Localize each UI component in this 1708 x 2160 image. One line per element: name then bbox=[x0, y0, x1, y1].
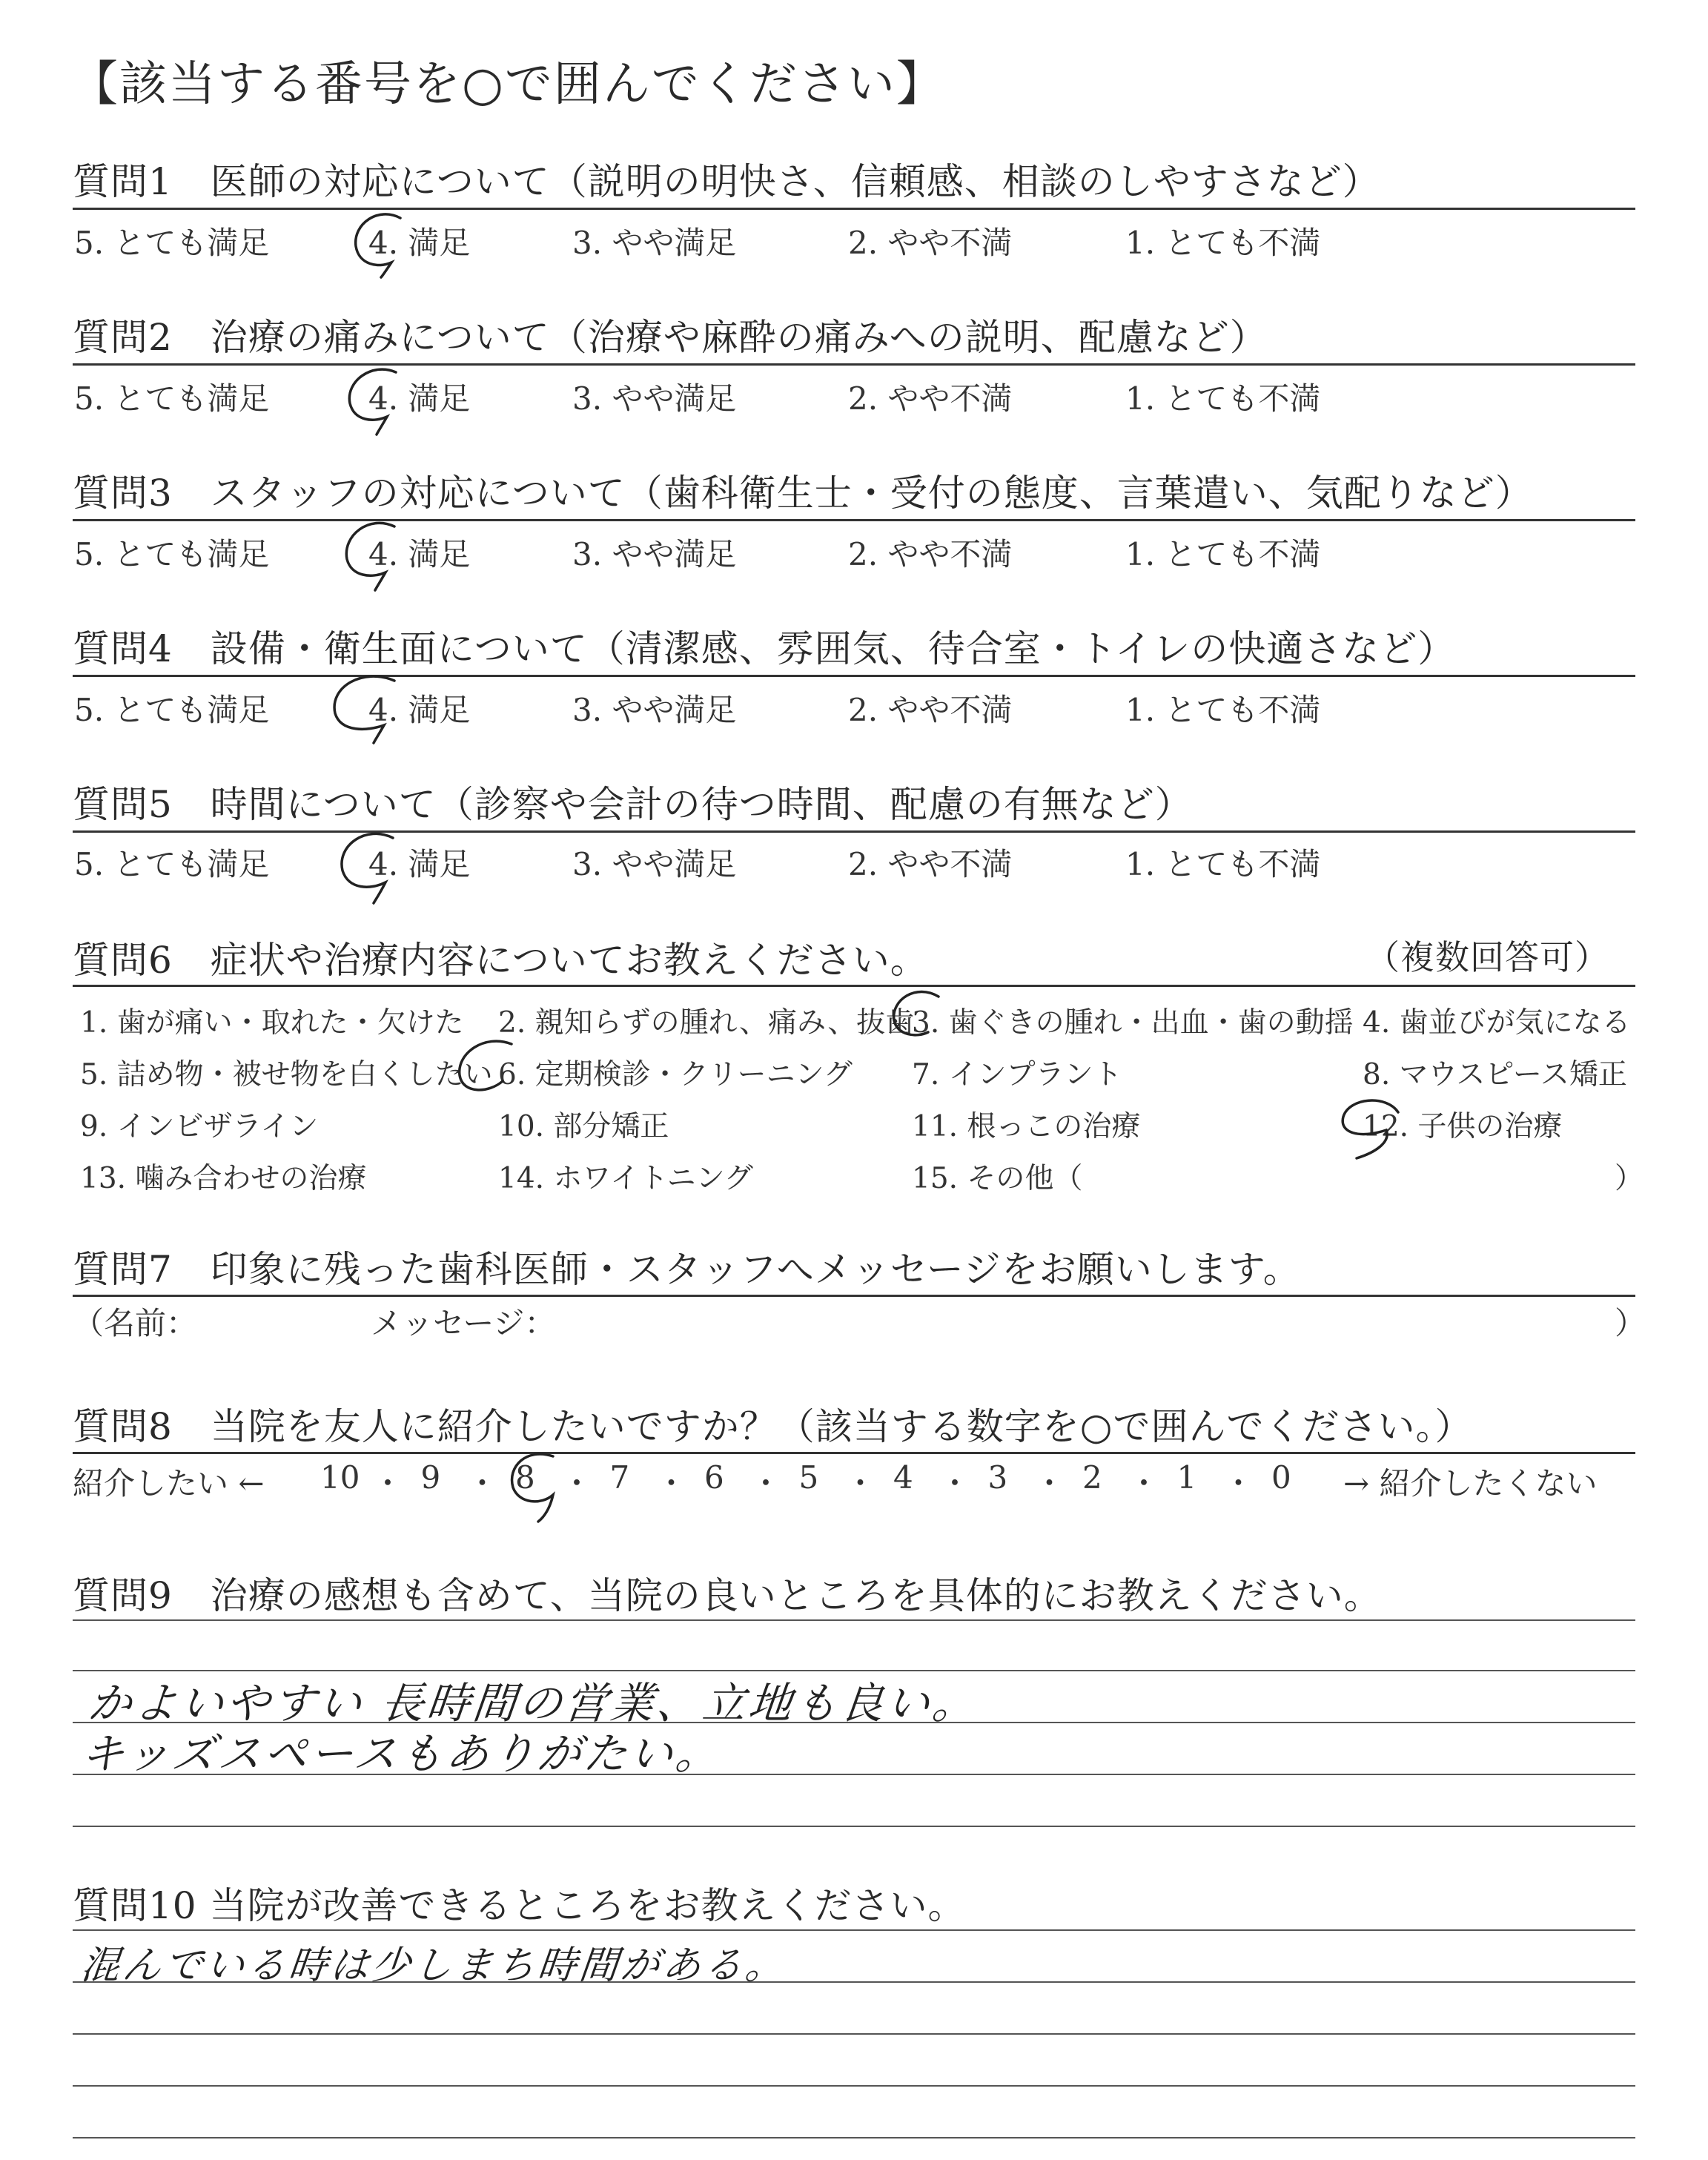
option-satisfied[interactable]: 4. 満足 bbox=[368, 380, 471, 417]
option-satisfied[interactable]: 4. 満足 bbox=[368, 846, 471, 882]
message-close-paren: ） bbox=[1615, 1305, 1646, 1341]
option-satisfied[interactable]: 4. 満足 bbox=[368, 536, 471, 572]
name-label: （名前： bbox=[73, 1305, 198, 1341]
message-label: メッセージ： bbox=[371, 1305, 556, 1341]
handwritten-answer-line: かよいやすい 長時間の営業、立地も良い。 bbox=[85, 1678, 982, 1728]
q6-option[interactable]: 5. 詰め物・被せ物を白くしたい bbox=[80, 1058, 493, 1091]
option-very-dissatisfied[interactable]: 1. とても不満 bbox=[1125, 225, 1321, 261]
scale-value-9[interactable]: 9 bbox=[420, 1459, 441, 1496]
q6-option[interactable]: 7. インプラント bbox=[912, 1058, 1122, 1091]
answer-circle-mark bbox=[887, 986, 946, 1048]
scale-separator: ・ bbox=[939, 1465, 971, 1502]
recommend-label: 紹介したい ← bbox=[73, 1465, 265, 1502]
scale-value-5[interactable]: 5 bbox=[798, 1459, 819, 1496]
question-8-rule bbox=[73, 1452, 1635, 1454]
other-close-paren: ） bbox=[1615, 1162, 1644, 1195]
option-somewhat-satisfied[interactable]: 3. やや満足 bbox=[572, 225, 737, 261]
q6-option[interactable]: 14. ホワイトニング bbox=[498, 1162, 753, 1195]
answer-line bbox=[73, 2033, 1635, 2035]
question-1-rule bbox=[73, 208, 1635, 210]
scale-value-1[interactable]: 1 bbox=[1176, 1459, 1197, 1496]
option-very-satisfied[interactable]: 5. とても満足 bbox=[74, 692, 270, 728]
question-2-title: 質問2 治療の痛みについて（治療や麻酔の痛みへの説明、配慮など） bbox=[73, 316, 1268, 359]
question-7-rule bbox=[73, 1295, 1635, 1297]
scale-separator: ・ bbox=[372, 1465, 404, 1502]
question-4-rule bbox=[73, 675, 1635, 677]
scale-separator: ・ bbox=[844, 1465, 876, 1502]
scale-separator: ・ bbox=[655, 1465, 687, 1502]
question-5-rule bbox=[73, 830, 1635, 833]
answer-line bbox=[73, 1929, 1635, 1931]
answer-circle-mark bbox=[342, 365, 402, 432]
q6-option[interactable]: 9. インビザライン bbox=[80, 1110, 319, 1143]
q6-option[interactable]: 3. 歯ぐきの腫れ・出血・歯の動揺 bbox=[912, 1006, 1354, 1040]
answer-circle-mark bbox=[504, 1449, 571, 1523]
scale-separator: ・ bbox=[1128, 1465, 1160, 1502]
q6-option[interactable]: 15. その他（ bbox=[912, 1162, 1083, 1195]
not-recommend-label: → 紹介したくない bbox=[1343, 1465, 1598, 1502]
question-9-title: 質問9 治療の感想も含めて、当院の良いところを具体的にお教えください。 bbox=[73, 1574, 1382, 1617]
option-very-satisfied[interactable]: 5. とても満足 bbox=[74, 380, 270, 417]
question-3-title: 質問3 スタッフの対応について（歯科衛生士・受付の態度、言葉遣い、気配りなど） bbox=[73, 472, 1533, 515]
option-somewhat-satisfied[interactable]: 3. やや満足 bbox=[572, 380, 737, 417]
answer-circle-mark bbox=[452, 1037, 519, 1103]
answer-circle-mark bbox=[326, 672, 400, 743]
option-somewhat-satisfied[interactable]: 3. やや満足 bbox=[572, 536, 737, 572]
handwritten-answer-line: キッズスペースもありがたい。 bbox=[78, 1728, 725, 1779]
scale-separator: ・ bbox=[750, 1465, 782, 1502]
answer-circle-mark bbox=[348, 209, 408, 276]
scale-value-10[interactable]: 10 bbox=[320, 1459, 360, 1496]
answer-line bbox=[73, 1619, 1635, 1621]
option-somewhat-dissatisfied[interactable]: 2. やや不満 bbox=[848, 225, 1013, 261]
answer-circle-mark bbox=[340, 519, 402, 587]
question-5-title: 質問5 時間について（診察や会計の待つ時間、配慮の有無など） bbox=[73, 783, 1193, 826]
option-very-dissatisfied[interactable]: 1. とても不満 bbox=[1125, 692, 1321, 728]
scale-value-8[interactable]: 8 bbox=[515, 1459, 535, 1496]
q6-option[interactable]: 13. 噛み合わせの治療 bbox=[80, 1162, 367, 1195]
option-somewhat-dissatisfied[interactable]: 2. やや不満 bbox=[848, 380, 1013, 417]
scale-separator: ・ bbox=[1033, 1465, 1065, 1502]
option-somewhat-satisfied[interactable]: 3. やや満足 bbox=[572, 846, 737, 882]
option-very-satisfied[interactable]: 5. とても満足 bbox=[74, 846, 270, 882]
question-7-title: 質問7 印象に残った歯科医師・スタッフへメッセージをお願いします。 bbox=[73, 1248, 1301, 1291]
scale-value-6[interactable]: 6 bbox=[704, 1459, 724, 1496]
option-very-dissatisfied[interactable]: 1. とても不満 bbox=[1125, 536, 1321, 572]
question-8-title: 質問8 当院を友人に紹介したいですか？（該当する数字を○で囲んでください。） bbox=[73, 1405, 1473, 1448]
q6-option[interactable]: 12. 子供の治療 bbox=[1363, 1110, 1563, 1143]
multiple-answers-note: （複数回答可） bbox=[1366, 937, 1609, 977]
option-somewhat-dissatisfied[interactable]: 2. やや不満 bbox=[848, 536, 1013, 572]
question-2-rule bbox=[73, 363, 1635, 366]
q6-option[interactable]: 11. 根っこの治療 bbox=[912, 1110, 1141, 1143]
scale-value-7[interactable]: 7 bbox=[609, 1459, 630, 1496]
scale-value-3[interactable]: 3 bbox=[987, 1459, 1008, 1496]
question-3-rule bbox=[73, 519, 1635, 521]
option-somewhat-dissatisfied[interactable]: 2. やや不満 bbox=[848, 846, 1013, 882]
answer-line bbox=[73, 2085, 1635, 2087]
question-4-title: 質問4 設備・衛生面について（清潔感、雰囲気、待合室・トイレの快適さなど） bbox=[73, 627, 1456, 670]
answer-line bbox=[73, 2137, 1635, 2138]
question-10-title: 質問10 当院が改善できるところをお教えください。 bbox=[73, 1884, 966, 1927]
q6-option[interactable]: 8. マウスピース矯正 bbox=[1363, 1058, 1627, 1091]
option-somewhat-dissatisfied[interactable]: 2. やや不満 bbox=[848, 692, 1013, 728]
option-satisfied[interactable]: 4. 満足 bbox=[368, 692, 471, 728]
option-very-dissatisfied[interactable]: 1. とても不満 bbox=[1125, 846, 1321, 882]
option-satisfied[interactable]: 4. 満足 bbox=[368, 225, 471, 261]
q6-option[interactable]: 1. 歯が痛い・取れた・欠けた bbox=[80, 1006, 464, 1040]
scale-value-0[interactable]: 0 bbox=[1271, 1459, 1291, 1496]
scale-separator: ・ bbox=[1222, 1465, 1254, 1502]
form-title: 【該当する番号を○で囲んでください】 bbox=[70, 57, 945, 112]
option-very-dissatisfied[interactable]: 1. とても不満 bbox=[1125, 380, 1321, 417]
option-very-satisfied[interactable]: 5. とても満足 bbox=[74, 536, 270, 572]
scale-separator: ・ bbox=[561, 1465, 593, 1502]
option-very-satisfied[interactable]: 5. とても満足 bbox=[74, 225, 270, 261]
question-1-title: 質問1 医師の対応について（説明の明快さ、信頼感、相談のしやすさなど） bbox=[73, 160, 1380, 203]
answer-circle-mark bbox=[1334, 1090, 1409, 1164]
q6-option[interactable]: 2. 親知らずの腫れ、痛み、抜歯 bbox=[498, 1006, 915, 1040]
question-6-rule bbox=[73, 985, 1635, 987]
q6-option[interactable]: 6. 定期検診・クリーニング bbox=[498, 1058, 853, 1091]
q6-option[interactable]: 4. 歯並びが気になる bbox=[1363, 1006, 1631, 1040]
handwritten-answer-line: 混んでいる時は少しまち時間がある。 bbox=[79, 1943, 790, 1988]
scale-value-4[interactable]: 4 bbox=[893, 1459, 913, 1496]
answer-circle-mark bbox=[334, 829, 400, 903]
answer-line bbox=[73, 1826, 1635, 1827]
question-6-title: 質問6 症状や治療内容についてお教えください。 bbox=[73, 939, 928, 982]
q6-option[interactable]: 10. 部分矯正 bbox=[498, 1110, 669, 1143]
scale-separator: ・ bbox=[466, 1465, 498, 1502]
option-somewhat-satisfied[interactable]: 3. やや満足 bbox=[572, 692, 737, 728]
scale-value-2[interactable]: 2 bbox=[1082, 1459, 1102, 1496]
